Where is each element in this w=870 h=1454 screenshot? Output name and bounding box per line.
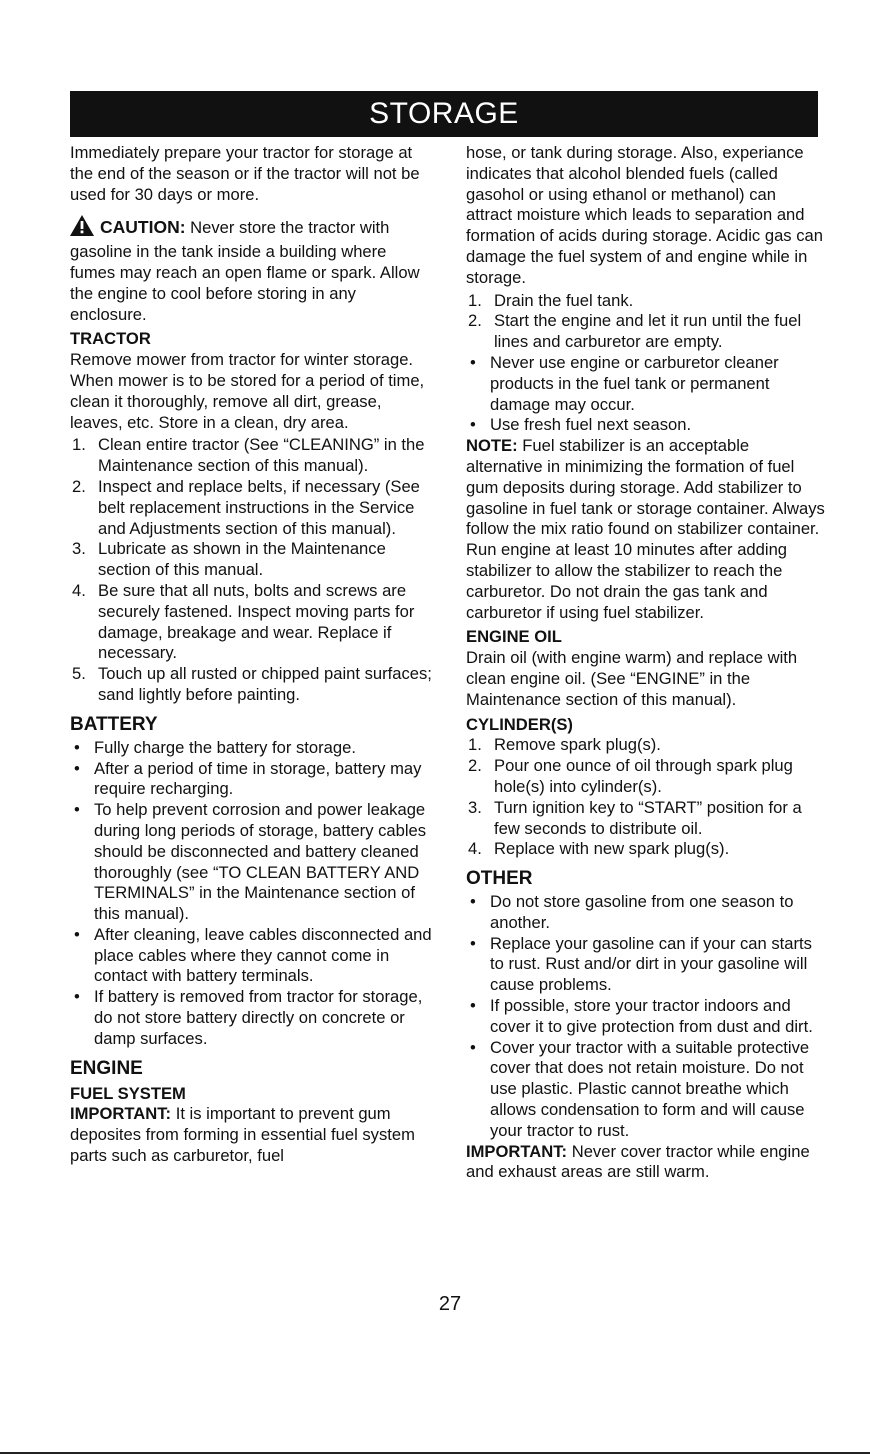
list-item: 2. Pour one ounce of oil through spark plug hole(s) into cylinder(s).: [468, 756, 793, 796]
important-cover-paragraph: [466, 1142, 826, 1184]
battery-list: [70, 738, 435, 1050]
list-item: 1. Remove spark plug(s).: [468, 735, 661, 755]
tractor-steps: [70, 435, 435, 705]
note-label: NOTE:: [466, 436, 518, 456]
list-item: • Fully charge the battery for storage.: [74, 737, 356, 757]
list-item: 2. Start the engine and let it run until the fuel lines and carburetor are empty.: [468, 311, 802, 352]
list-item: • Cover your tractor with a suitable protective cover that does not retain moisture. Do not use plastic. Plastic cannot breathe which allows condensation to form and will cause your tractor to rust.: [470, 1037, 810, 1140]
fuel-continued-paragraph: hose, or tank during storage. Also, experiance indicates that alcohol blended fuels (called gasohol or using ethanol or methanol) can attract moisture which leads to separation and formation of acids during storage. Acidic gas can damage the fuel system of and engine while in storage.: [466, 143, 823, 287]
cylinders-heading: CYLINDER(S): [466, 714, 573, 734]
list-item: 4. Be sure that all nuts, bolts and screws are securely fastened. Inspect moving parts for damage, breakage and wear. Replace if necessary.: [72, 580, 415, 663]
list-item: • If battery is removed from tractor for storage, do not store battery directly on concrete or damp surfaces.: [74, 987, 423, 1048]
engine-oil-paragraph: Drain oil (with engine warm) and replace with clean engine oil. (See “ENGINE” in the Maintenance section of this manual).: [466, 648, 798, 709]
warning-triangle-icon: [70, 215, 94, 242]
other-list: [466, 892, 826, 1142]
caution-label: CAUTION:: [100, 217, 186, 238]
tractor-paragraph: Remove mower from tractor for winter storage. When mower is to be stored for a period of time, clean it thoroughly, remove all dirt, grease, leaves, etc. Store in a clean, dry area.: [70, 350, 425, 432]
right-column: [466, 143, 826, 1185]
important-text: Never cover tractor while engine and exhaust areas are still warm.: [466, 1141, 810, 1182]
list-item: • Never use engine or carburetor cleaner products in the fuel tank or permanent damage may occur.: [470, 352, 779, 414]
important-label: IMPORTANT:: [466, 1141, 568, 1161]
fuel-steps: [466, 291, 826, 353]
tractor-heading: TRACTOR: [70, 329, 151, 349]
intro-paragraph: Immediately prepare your tractor for storage at the end of the season or if the tractor will not be used for 30 days or more.: [70, 143, 420, 204]
engine-heading: ENGINE: [70, 1057, 143, 1079]
list-item: • After a period of time in storage, battery may require recharging.: [74, 758, 422, 799]
list-item: • Use fresh fuel next season.: [470, 415, 692, 435]
list-item: 3. Lubricate as shown in the Maintenance section of this manual.: [72, 539, 386, 580]
list-item: 1. Clean entire tractor (See “CLEANING” in the Maintenance section of this manual).: [72, 435, 425, 476]
page-title: STORAGE: [369, 97, 519, 130]
list-item: • Do not store gasoline from one season to another.: [470, 892, 794, 932]
cylinder-steps: [466, 735, 826, 860]
important-text: It is important to prevent gum deposites from forming in essential fuel system parts such as carburetor, fuel: [70, 1104, 415, 1166]
important-label: IMPORTANT:: [70, 1104, 172, 1124]
list-item: 2. Inspect and replace belts, if necessary (See belt replacement instructions in the Service and Adjustments section of this manual).: [72, 476, 420, 538]
list-item: 4. Replace with new spark plug(s).: [468, 839, 730, 859]
list-item: • After cleaning, leave cables disconnected and place cables where they cannot come in contact with battery terminals.: [74, 924, 432, 986]
list-item: • If possible, store your tractor indoors and cover it to give protection from dust and dirt.: [470, 996, 813, 1036]
list-item: • To help prevent corrosion and power leakage during long periods of storage, battery cables should be disconnected and battery cleaned thoroughly (see “TO CLEAN BATTERY AND TERMINALS” in the Maintenance section of this manual).: [74, 800, 427, 924]
important-fuel-paragraph: [70, 1104, 435, 1166]
list-item: 5. Touch up all rusted or chipped paint surfaces; sand lightly before painting.: [72, 664, 432, 704]
other-heading: OTHER: [466, 868, 533, 890]
engine-oil-heading: ENGINE OIL: [466, 627, 562, 647]
page-number: 27: [438, 1293, 462, 1315]
left-column: [70, 143, 435, 1169]
note-text: Fuel stabilizer is an acceptable alternative in minimizing the formation of fuel gum deposits during storage. Add stabilizer to gasoline in fuel tank or storage container. Always follow the mix ratio found on stabilizer container. Run engine at least 10 minutes after adding stabilizer to allow the stabilizer to reach the carburetor. Do not drain the gas tank and carburetor if using fuel stabilizer.: [466, 436, 825, 622]
storage-title-banner: [70, 91, 818, 137]
caution-block: [70, 215, 435, 325]
note-paragraph: [466, 436, 826, 623]
fuel-system-heading: FUEL SYSTEM: [70, 1083, 186, 1103]
caution-text: Never store the tractor with gasoline in the tank inside a building where fumes may reach an open flame or spark. Allow the engine to cool before storing in any enclosure.: [70, 218, 420, 324]
list-item: • Replace your gasoline can if your can starts to rust. Rust and/or dirt in your gasoline will cause problems.: [470, 933, 812, 995]
fuel-bullets: [466, 353, 826, 436]
list-item: 1. Drain the fuel tank.: [468, 290, 634, 310]
list-item: 3. Turn ignition key to “START” position for a few seconds to distribute oil.: [468, 797, 802, 838]
battery-heading: BATTERY: [70, 713, 158, 735]
